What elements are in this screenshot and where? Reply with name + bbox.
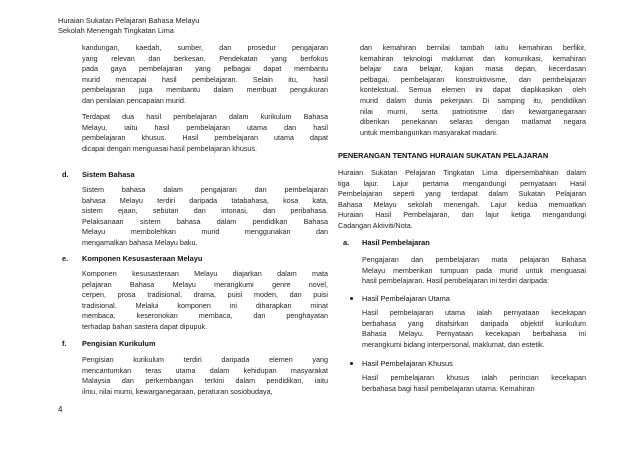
left-paragraph-2 [82,112,328,154]
text-line: Sistem bahasa dalam pengajaran dan pembelajaran [82,185,328,194]
text-line: Malaysia dan perkembangan terkini dalam pendidikan, iaitu [82,376,328,386]
text-line: kandungan, kaedah, sumber, dan prosedur pengajaran [82,43,328,52]
text-line: cerpen, prosa tradisional, drama, puisi moden, dan puisi [82,290,328,300]
text-line: pada gaya pembelajaran yang pelbagai dapat membantu [82,64,328,74]
bullet-1-paragraph [362,308,586,350]
bullet-icon [350,297,353,300]
text-line: diberikan penekanan selaras dengan matlamat negara [360,117,586,127]
text-line: sistem ejaan, sebutan dan intonasi, dan peribahasa. [82,206,328,216]
text-line: Pengajaran dan pembelajaran mata pelajaran Bahasa [362,255,586,264]
section-d-title: Sistem Bahasa [82,170,135,179]
section-d-paragraph [82,185,328,249]
text-line: pembelajaran juga membantu dalam membuat pengukuran [82,85,328,95]
text-line: Hasil pembelajaran utama ialah pernyataan kecekapan [362,308,586,317]
text-line: tradisional. Melalui komponen ini diharapkan minat [82,300,328,310]
text-line: belajar cara belajar, kajian masa depan, kecerdasan [360,64,586,74]
document-header-subtitle: Sekolah Menengah Tingkatan Lima [58,26,174,35]
subsection-a-label: a. [343,238,350,247]
text-line: Melayu membolehkan murid menggunakan dan [82,227,328,237]
text-line: Melayu, iaitu hasil pembelajaran utama dan hasil [82,122,328,132]
text-line: dan penilaian pencapaian murid. [82,95,186,105]
text-line: nilai murni, serta patriotisme dan kewarganegaraan [360,106,586,116]
text-line: pembelajaran khusus. Hasil pembelajaran utama dapat [82,133,328,143]
subsection-a-paragraph [362,255,586,287]
text-line: pelajaran Bahasa Melayu merangkumi genre novel, [82,279,328,289]
text-line: Melayu memberikan tumpuan pada murid untuk menguasai [362,265,586,275]
text-line: dan kemahiran bernilai tambah iaitu kemahiran berfikir, [360,43,586,52]
section-f-label: f. [62,339,67,348]
subsection-a-title: Hasil Pembelajaran [362,238,430,247]
text-line: kemahiran teknologi maklumat dan komunikasi, kemahiran [360,53,586,63]
text-line: Terdapat dua hasil pembelajaran dalam kurikulum Bahasa [82,112,328,121]
section-e-label: e. [62,254,69,263]
text-line: pelbagai, pembelajaran konstruktivisme, dan pembelajaran [360,74,586,84]
section-e-paragraph [82,269,328,333]
text-line: Pelaksanaan sistem bahasa dalam pendidikan Bahasa [82,216,328,226]
text-line: Hasil pembelajaran khusus ialah perincian kecekapan [362,373,586,382]
left-paragraph-1 [82,43,328,107]
text-line: Huraian Sukatan Pelajaran Tingkatan Lima dipersembahkan dalam [338,168,586,177]
text-line: murid mencapai hasil pembelajaran. Selain itu, hasil [82,74,328,84]
text-line: Komponen kesusasteraan Melayu diajarkan dalam mata [82,269,328,278]
text-line: mencantumkan teras utama dalam kehidupan masyarakat [82,365,328,375]
text-line: Huraian Hasil Pembelajaran, dan lajur ketiga mengandungi [338,210,586,220]
text-line: untuk membangunkan masyarakat madani. [360,127,498,137]
page-number: 4 [58,405,63,414]
text-line: membaca, keseronokan membaca, dan penghayatan [82,311,328,321]
text-line: bahasa Melayu terdiri daripada tatabahasa, kosa kata, [82,195,328,205]
text-line: terhadap bahan sastera dapat dipupuk. [82,321,208,331]
text-line: Pengisian kurikulum terdiri daripada elemen yang [82,355,328,364]
text-line: hasil pembelajaran. Hasil pembelajaran ini terdiri daripada: [362,276,549,286]
right-paragraph-1 [360,43,586,138]
text-line: Cadangan Aktiviti/Nota. [338,220,413,230]
text-line: berbahasa yang ditafsirkan daripada objektif kurikulum [362,318,586,328]
text-line: Bahasa Melayu sekolah menengah. Lajur kedua memuatkan [338,199,586,209]
section-e-title: Komponen Kesusasteraan Melayu [82,254,203,263]
section-heading: PENERANGAN TENTANG HURAIAN SUKATAN PELAJARAN [338,151,549,160]
text-line: berbahasa bagi hasil pembelajaran utama. Kemahiran [362,383,535,393]
section-f-title: Pengisian Kurikulum [82,339,156,348]
text-line: kontekstual. Semua elemen ini dapat diaplikasikan oleh [360,85,586,95]
text-line: Bahasa Melayu. Pernyataan kecekapan berbahasa ini [362,329,586,339]
text-line: yang relevan dan berkesan. Pendekatan yang berfokus [82,53,328,63]
bullet-2-paragraph [362,373,586,394]
bullet-icon [350,362,353,365]
text-line: dicapai dengan menguasai hasil pembelajaran khusus. [82,143,258,153]
document-header-title: Huraian Sukatan Pelajaran Bahasa Melayu [58,16,200,25]
section-f-paragraph [82,355,328,397]
text-line: ilmu, nilai murni, kewarganegaraan, peraturan sosiobudaya, [82,386,273,396]
section-d-label: d. [62,170,69,179]
bullet-1-title: Hasil Pembelajaran Utama [362,294,450,303]
section-description [338,168,586,232]
text-line: Pembelajaran seperti yang terdapat dalam Sukatan Pelajaran [338,189,586,199]
text-line: murid dalam dunia pekerjaan. Di samping itu, pendidikan [360,95,586,105]
text-line: tiga lajur. Lajur pertama mengandungi pernyataan Hasil [338,178,586,188]
text-line: merangkumi bidang interpersonal, maklumat, dan estetik. [362,339,545,349]
text-line: mengamalkan bahasa Melayu baku. [82,237,198,247]
bullet-2-title: Hasil Pembelajaran Khusus [362,359,453,368]
